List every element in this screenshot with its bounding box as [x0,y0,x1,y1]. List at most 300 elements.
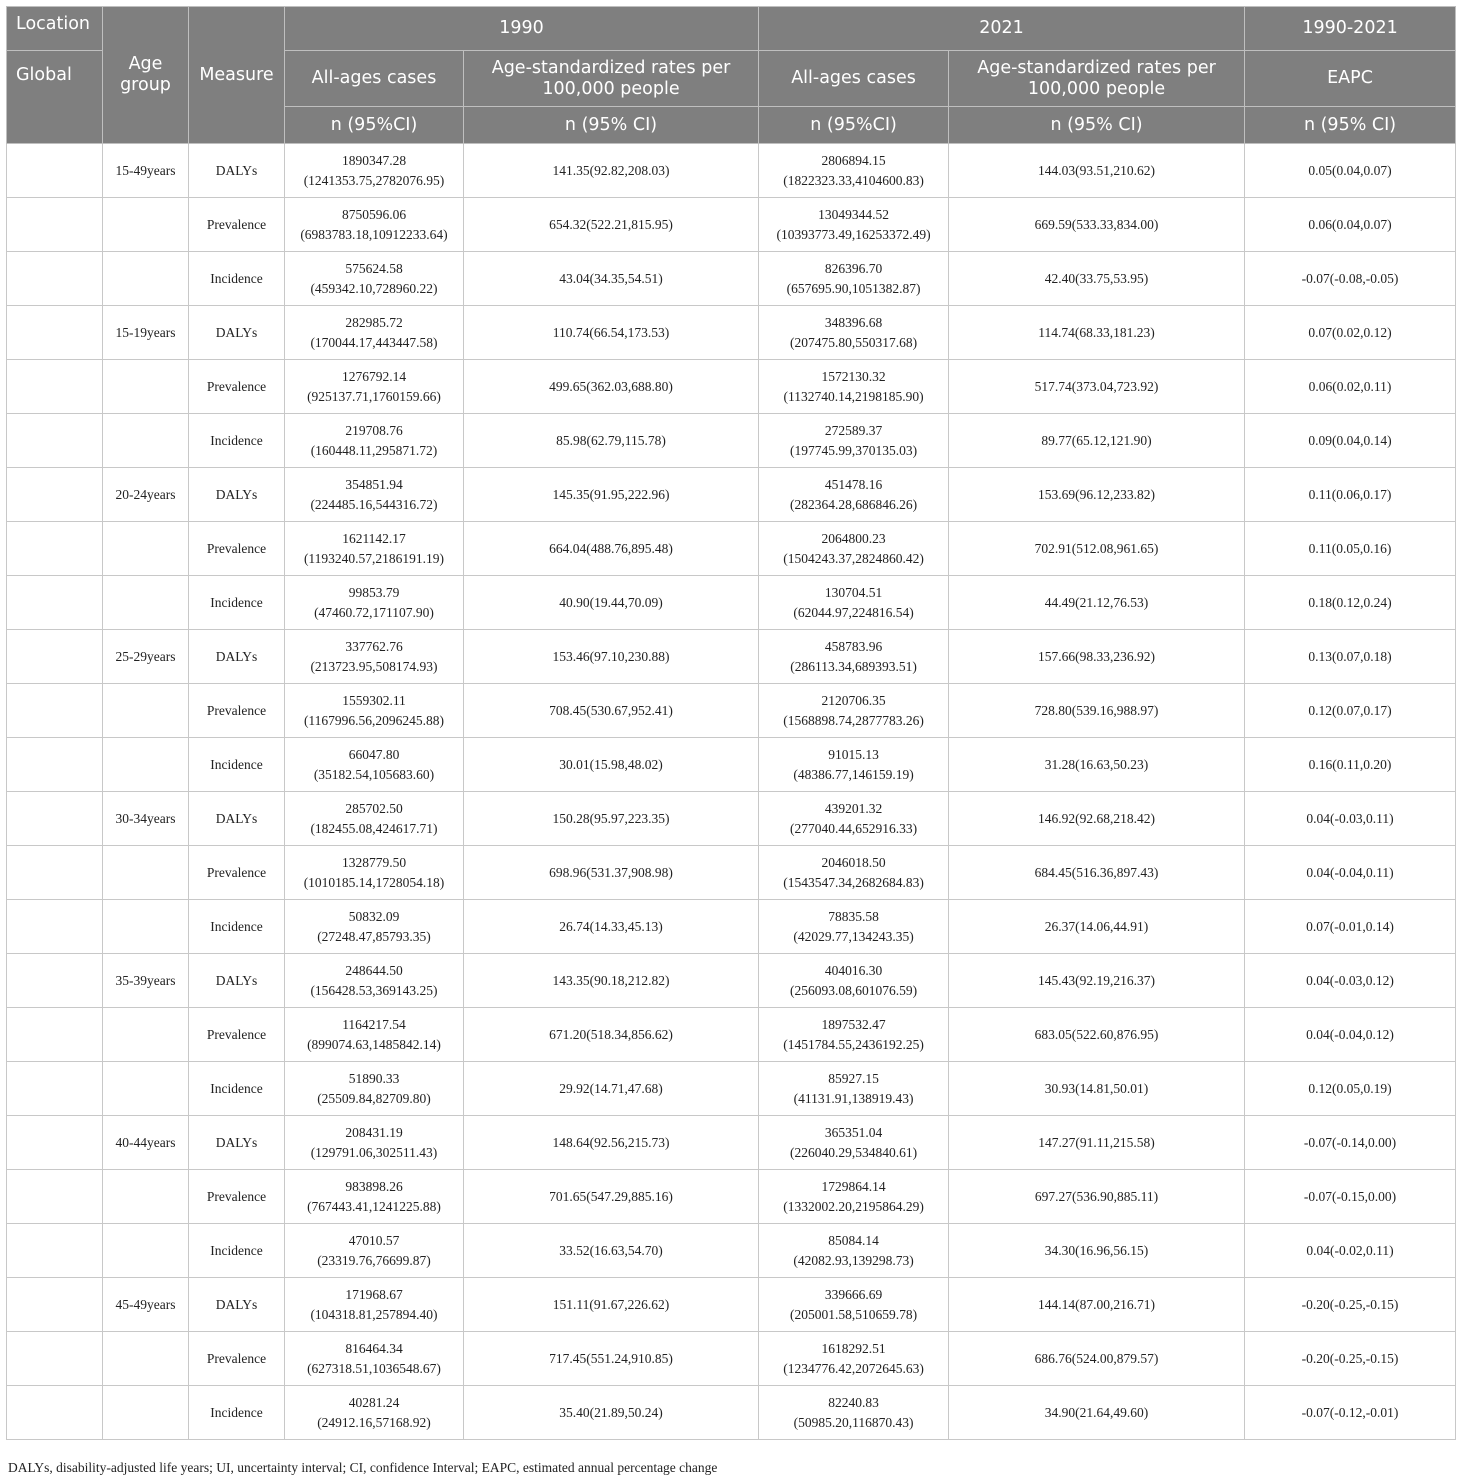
measure-cell: DALYs [189,954,285,1008]
cases-2021-ci: (286113.34,689393.51) [790,658,917,674]
cases-2021-ci: (226040.29,534840.61) [789,1144,918,1160]
header-global: Global [7,51,103,144]
cases-2021-value: 13049344.52 [818,206,889,222]
cases-1990-ci: (104318.81,257894.40) [310,1306,438,1322]
cases-1990-cell [285,630,464,684]
table-container [6,6,1455,1440]
cases-1990-value: 47010.57 [348,1232,400,1248]
cases-1990-ci: (224485.16,544316.72) [310,496,438,512]
cases-2021-ci: (1568898.74,2877783.26) [783,712,924,728]
header-all-ages-2021: All-ages cases [759,51,949,107]
cases-1990-ci: (156428.53,369143.25) [310,982,438,998]
rate-1990-cell: 717.45(551.24,910.85) [464,1332,759,1386]
rate-2021-cell: 517.74(373.04,723.92) [949,360,1245,414]
age-group-cell [103,1008,189,1062]
measure-cell: DALYs [189,792,285,846]
cases-2021-cell [759,576,949,630]
age-group-cell [103,1386,189,1440]
table-row [7,954,1456,1008]
cases-2021-value: 85927.15 [828,1070,879,1086]
cases-1990-value: 8750596.06 [341,206,407,222]
cases-1990-ci: (160448.11,295871.72) [310,442,438,458]
rate-1990-cell: 30.01(15.98,48.02) [464,738,759,792]
cases-1990-value: 50832.09 [348,908,400,924]
cases-1990-value: 99853.79 [348,584,400,600]
eapc-cell: 0.13(0.07,0.18) [1245,630,1456,684]
rate-2021-cell: 146.92(92.68,218.42) [949,792,1245,846]
measure-cell: Incidence [189,1224,285,1278]
measure-cell: DALYs [189,630,285,684]
table-row [7,468,1456,522]
rate-1990-cell: 153.46(97.10,230.88) [464,630,759,684]
rate-2021-cell: 89.77(65.12,121.90) [949,414,1245,468]
rate-1990-cell: 499.65(362.03,688.80) [464,360,759,414]
cases-2021-cell [759,1332,949,1386]
age-group-cell: 20-24years [103,468,189,522]
eapc-cell: -0.07(-0.08,-0.05) [1245,252,1456,306]
eapc-cell: -0.20(-0.25,-0.15) [1245,1332,1456,1386]
cases-1990-ci: (24912.16,57168.92) [317,1414,431,1430]
cases-1990-cell [285,954,464,1008]
eapc-cell: 0.07(0.02,0.12) [1245,306,1456,360]
rate-2021-cell: 144.03(93.51,210.62) [949,144,1245,198]
cases-2021-value: 348396.68 [824,314,883,330]
cases-2021-cell [759,252,949,306]
cases-1990-ci: (899074.63,1485842.14) [307,1036,441,1052]
age-group-cell [103,414,189,468]
cases-2021-value: 2046018.50 [821,854,886,870]
cases-2021-ci: (1234776.42,2072645.63) [783,1360,924,1376]
eapc-cell: 0.11(0.05,0.16) [1245,522,1456,576]
cases-1990-cell [285,684,464,738]
cases-1990-ci: (1167996.56,2096245.88) [303,712,445,728]
cases-2021-cell [759,900,949,954]
location-cell [7,306,103,360]
header-asr-2021: Age-standardized rates per 100,000 people [949,51,1245,107]
cases-2021-ci: (1504243.37,2824860.42) [783,550,924,566]
cases-2021-cell [759,1224,949,1278]
cases-1990-ci: (129791.06,302511.43) [310,1144,438,1160]
cases-2021-ci: (62044.97,224816.54) [793,604,914,620]
cases-2021-value: 2120706.35 [821,692,886,708]
measure-cell: Prevalence [189,1170,285,1224]
cases-1990-cell [285,1062,464,1116]
age-group-cell: 45-49years [103,1278,189,1332]
cases-2021-cell [759,630,949,684]
rate-1990-cell: 698.96(531.37,908.98) [464,846,759,900]
cases-1990-value: 354851.94 [345,476,403,492]
table-row [7,1386,1456,1440]
cases-1990-cell [285,468,464,522]
location-cell [7,576,103,630]
cases-2021-value: 272589.37 [824,422,883,438]
cases-1990-cell [285,1332,464,1386]
table-row [7,846,1456,900]
location-cell [7,1224,103,1278]
measure-cell: Prevalence [189,198,285,252]
eapc-cell: 0.04(-0.04,0.11) [1245,846,1456,900]
cases-2021-value: 2806894.15 [821,152,886,168]
cases-1990-value: 219708.76 [345,422,403,438]
cases-2021-cell [759,954,949,1008]
cases-1990-value: 1276792.14 [341,368,407,384]
rate-1990-cell: 110.74(66.54,173.53) [464,306,759,360]
cases-1990-cell [285,198,464,252]
age-group-cell: 30-34years [103,792,189,846]
cases-1990-cell [285,792,464,846]
cases-1990-value: 51890.33 [348,1070,400,1086]
header-asr-1990: Age-standardized rates per 100,000 people [464,51,759,107]
rate-1990-cell: 671.20(518.34,856.62) [464,1008,759,1062]
table-row [7,1170,1456,1224]
measure-cell: DALYs [189,144,285,198]
eapc-cell: 0.12(0.05,0.19) [1245,1062,1456,1116]
measure-cell: Prevalence [189,1332,285,1386]
age-group-cell [103,1062,189,1116]
rate-2021-cell: 34.30(16.96,56.15) [949,1224,1245,1278]
cases-1990-ci: (182455.08,424617.71) [310,820,438,836]
cases-1990-value: 171968.67 [345,1286,403,1302]
measure-cell: Incidence [189,738,285,792]
location-cell [7,1062,103,1116]
cases-2021-ci: (42082.93,139298.73) [793,1252,914,1268]
table-row [7,1332,1456,1386]
cases-2021-ci: (1451784.55,2436192.25) [783,1036,924,1052]
cases-1990-ci: (25509.84,82709.80) [317,1090,431,1106]
measure-cell: DALYs [189,306,285,360]
cases-2021-cell [759,360,949,414]
rate-2021-cell: 114.74(68.33,181.23) [949,306,1245,360]
cases-2021-ci: (207475.80,550317.68) [789,334,918,350]
cases-2021-cell [759,1062,949,1116]
location-cell [7,630,103,684]
cases-2021-cell [759,522,949,576]
cases-1990-ci: (213723.95,508174.93) [310,658,438,674]
rate-1990-cell: 29.92(14.71,47.68) [464,1062,759,1116]
header-n-ci-2021-rate: n (95% CI) [949,107,1245,144]
header-age-group: Age group [103,7,189,144]
cases-1990-value: 816464.34 [345,1340,403,1356]
cases-2021-cell [759,738,949,792]
cases-2021-ci: (41131.91,138919.43) [793,1090,914,1106]
measure-cell: DALYs [189,1116,285,1170]
cases-1990-cell [285,846,464,900]
age-group-cell [103,1332,189,1386]
eapc-cell: -0.07(-0.12,-0.01) [1245,1386,1456,1440]
cases-2021-value: 365351.04 [824,1124,883,1140]
eapc-cell: 0.11(0.06,0.17) [1245,468,1456,522]
cases-1990-cell [285,1386,464,1440]
cases-2021-ci: (48386.77,146159.19) [793,766,914,782]
cases-2021-ci: (197745.99,370135.03) [789,442,918,458]
eapc-cell: 0.05(0.04,0.07) [1245,144,1456,198]
cases-1990-value: 337762.76 [345,638,403,654]
rate-2021-cell: 728.80(539.16,988.97) [949,684,1245,738]
age-group-cell: 25-29years [103,630,189,684]
rate-2021-cell: 669.59(533.33,834.00) [949,198,1245,252]
cases-1990-ci: (47460.72,171107.90) [314,604,434,620]
rate-1990-cell: 33.52(16.63,54.70) [464,1224,759,1278]
cases-1990-value: 282985.72 [345,314,403,330]
rate-1990-cell: 701.65(547.29,885.16) [464,1170,759,1224]
location-cell [7,144,103,198]
cases-2021-cell [759,684,949,738]
age-group-cell: 15-19years [103,306,189,360]
rate-1990-cell: 143.35(90.18,212.82) [464,954,759,1008]
cases-2021-cell [759,306,949,360]
cases-2021-value: 458783.96 [824,638,883,654]
eapc-cell: 0.18(0.12,0.24) [1245,576,1456,630]
cases-2021-value: 85084.14 [828,1232,879,1248]
cases-1990-cell [285,306,464,360]
cases-2021-value: 1572130.32 [821,368,886,384]
cases-2021-value: 439201.32 [824,800,883,816]
cases-1990-ci: (925137.71,1760159.66) [307,388,441,404]
cases-1990-value: 575624.58 [345,260,403,276]
cases-1990-ci: (767443.41,1241225.88) [307,1198,441,1214]
header-range: 1990-2021 [1245,7,1456,51]
location-cell [7,1170,103,1224]
cases-2021-ci: (256093.08,601076.59) [789,982,918,998]
eapc-cell: -0.07(-0.15,0.00) [1245,1170,1456,1224]
table-row [7,306,1456,360]
eapc-cell: 0.09(0.04,0.14) [1245,414,1456,468]
header-measure: Measure [189,7,285,144]
cases-2021-value: 2064800.23 [821,530,886,546]
header-all-ages-1990: All-ages cases [285,51,464,107]
age-group-cell [103,900,189,954]
rate-1990-cell: 35.40(21.89,50.24) [464,1386,759,1440]
measure-cell: Incidence [189,252,285,306]
table-row [7,1278,1456,1332]
eapc-cell: 0.12(0.07,0.17) [1245,684,1456,738]
cases-2021-ci: (1822323.33,4104600.83) [783,172,924,188]
table-row [7,414,1456,468]
header-location: Location [7,7,103,51]
cases-1990-ci: (23319.76,76699.87) [317,1252,431,1268]
eapc-cell: 0.16(0.11,0.20) [1245,738,1456,792]
measure-cell: Prevalence [189,684,285,738]
eapc-cell: 0.06(0.04,0.07) [1245,198,1456,252]
table-row [7,1062,1456,1116]
measure-cell: Incidence [189,900,285,954]
measure-cell: DALYs [189,1278,285,1332]
location-cell [7,522,103,576]
header-year-1990: 1990 [285,7,759,51]
location-cell [7,954,103,1008]
table-row [7,1224,1456,1278]
cases-1990-ci: (27248.47,85793.35) [317,928,431,944]
measure-cell: Incidence [189,1062,285,1116]
cases-1990-cell [285,1116,464,1170]
cases-1990-cell [285,1278,464,1332]
measure-cell: Prevalence [189,1008,285,1062]
rate-2021-cell: 145.43(92.19,216.37) [949,954,1245,1008]
header-n-ci-2021-cases: n (95%CI) [759,107,949,144]
table-footnote: DALYs, disability-adjusted life years; UI, uncertainty interval; CI, confidence Interval; EAPC, estimated annual percentage change [8,1460,718,1475]
cases-2021-cell [759,1008,949,1062]
rate-2021-cell: 153.69(96.12,233.82) [949,468,1245,522]
age-group-cell [103,252,189,306]
cases-2021-value: 1729864.14 [821,1178,886,1194]
cases-1990-value: 248644.50 [345,962,403,978]
age-group-cell [103,846,189,900]
age-group-cell [103,1224,189,1278]
eapc-cell: -0.20(-0.25,-0.15) [1245,1278,1456,1332]
cases-1990-cell [285,1008,464,1062]
rate-1990-cell: 664.04(488.76,895.48) [464,522,759,576]
rate-2021-cell: 144.14(87.00,216.71) [949,1278,1245,1332]
table-row [7,630,1456,684]
cases-2021-cell [759,1170,949,1224]
cases-2021-ci: (657695.90,1051382.87) [786,280,921,296]
table-row [7,792,1456,846]
cases-1990-cell [285,900,464,954]
cases-1990-cell [285,1170,464,1224]
cases-1990-ci: (1193240.57,2186191.19) [303,550,445,566]
age-group-cell [103,1170,189,1224]
cases-1990-cell [285,738,464,792]
cases-1990-value: 40281.24 [348,1394,400,1410]
eapc-cell: 0.04(-0.02,0.11) [1245,1224,1456,1278]
header-eapc: EAPC [1245,51,1456,107]
location-cell [7,684,103,738]
eapc-cell: 0.04(-0.03,0.11) [1245,792,1456,846]
rate-1990-cell: 708.45(530.67,952.41) [464,684,759,738]
cases-2021-value: 82240.83 [828,1394,879,1410]
cases-1990-value: 1621142.17 [342,530,406,546]
cases-1990-cell [285,144,464,198]
cases-1990-cell [285,1224,464,1278]
cases-2021-value: 91015.13 [828,746,879,762]
location-cell [7,252,103,306]
table-row [7,738,1456,792]
cases-2021-value: 404016.30 [824,962,883,978]
rate-1990-cell: 26.74(14.33,45.13) [464,900,759,954]
cases-2021-cell [759,468,949,522]
location-cell [7,198,103,252]
table-row [7,198,1456,252]
table-row [7,144,1456,198]
cases-2021-value: 78835.58 [828,908,879,924]
header-n-ci-1990-cases: n (95%CI) [285,107,464,144]
cases-2021-value: 451478.16 [824,476,883,492]
cases-2021-ci: (1332002.20,2195864.29) [783,1198,924,1214]
cases-1990-ci: (6983783.18,10912233.64) [300,226,448,242]
rate-2021-cell: 684.45(516.36,897.43) [949,846,1245,900]
measure-cell: Incidence [189,576,285,630]
cases-1990-cell [285,414,464,468]
age-group-cell: 40-44years [103,1116,189,1170]
header-n-ci-1990-rate: n (95% CI) [464,107,759,144]
age-group-cell [103,576,189,630]
table-body [7,144,1456,1440]
cases-1990-ci: (170044.17,443447.58) [310,334,438,350]
cases-1990-cell [285,576,464,630]
cases-1990-value: 66047.80 [348,746,400,762]
age-group-cell [103,522,189,576]
cases-1990-ci: (627318.51,1036548.67) [307,1360,441,1376]
cases-1990-ci: (1241353.75,2782076.95) [303,172,445,188]
location-cell [7,900,103,954]
table-row [7,1008,1456,1062]
rate-2021-cell: 30.93(14.81,50.01) [949,1062,1245,1116]
location-cell [7,1116,103,1170]
cases-2021-value: 130704.51 [824,584,883,600]
rate-2021-cell: 686.76(524.00,879.57) [949,1332,1245,1386]
cases-1990-value: 285702.50 [345,800,403,816]
rate-2021-cell: 26.37(14.06,44.91) [949,900,1245,954]
cases-1990-value: 983898.26 [345,1178,403,1194]
eapc-cell: 0.06(0.02,0.11) [1245,360,1456,414]
rate-1990-cell: 150.28(95.97,223.35) [464,792,759,846]
cases-2021-cell [759,198,949,252]
cases-2021-ci: (50985.20,116870.43) [793,1414,914,1430]
cases-1990-value: 1164217.54 [342,1016,406,1032]
measure-cell: Incidence [189,1386,285,1440]
measure-cell: Prevalence [189,522,285,576]
location-cell [7,468,103,522]
cases-2021-cell [759,1386,949,1440]
cases-2021-value: 339666.69 [824,1286,883,1302]
cases-2021-ci: (205001.58,510659.78) [789,1306,918,1322]
eapc-cell: 0.04(-0.03,0.12) [1245,954,1456,1008]
data-table [6,6,1456,1440]
cases-2021-cell [759,414,949,468]
location-cell [7,360,103,414]
cases-1990-cell [285,522,464,576]
table-row [7,1116,1456,1170]
rate-2021-cell: 42.40(33.75,53.95) [949,252,1245,306]
rate-2021-cell: 31.28(16.63,50.23) [949,738,1245,792]
table-row [7,900,1456,954]
measure-cell: Incidence [189,414,285,468]
rate-2021-cell: 44.49(21.12,76.53) [949,576,1245,630]
location-cell [7,792,103,846]
cases-1990-value: 1559302.11 [342,692,406,708]
measure-cell: DALYs [189,468,285,522]
location-cell [7,846,103,900]
rate-2021-cell: 697.27(536.90,885.11) [949,1170,1245,1224]
rate-1990-cell: 85.98(62.79,115.78) [464,414,759,468]
rate-1990-cell: 654.32(522.21,815.95) [464,198,759,252]
cases-1990-ci: (459342.10,728960.22) [310,280,438,296]
rate-1990-cell: 40.90(19.44,70.09) [464,576,759,630]
cases-2021-ci: (282364.28,686846.26) [789,496,918,512]
age-group-cell [103,738,189,792]
location-cell [7,414,103,468]
rate-1990-cell: 43.04(34.35,54.51) [464,252,759,306]
header-year-2021: 2021 [759,7,1245,51]
rate-2021-cell: 34.90(21.64,49.60) [949,1386,1245,1440]
age-group-cell [103,198,189,252]
measure-cell: Prevalence [189,360,285,414]
location-cell [7,1008,103,1062]
table-row [7,684,1456,738]
rate-2021-cell: 702.91(512.08,961.65) [949,522,1245,576]
location-cell [7,738,103,792]
measure-cell: Prevalence [189,846,285,900]
cases-2021-ci: (10393773.49,16253372.49) [776,226,931,242]
cases-1990-cell [285,252,464,306]
rate-1990-cell: 141.35(92.82,208.03) [464,144,759,198]
table-row [7,576,1456,630]
cases-2021-value: 826396.70 [824,260,883,276]
cases-2021-cell [759,1278,949,1332]
age-group-cell [103,360,189,414]
location-cell [7,1386,103,1440]
location-cell [7,1278,103,1332]
